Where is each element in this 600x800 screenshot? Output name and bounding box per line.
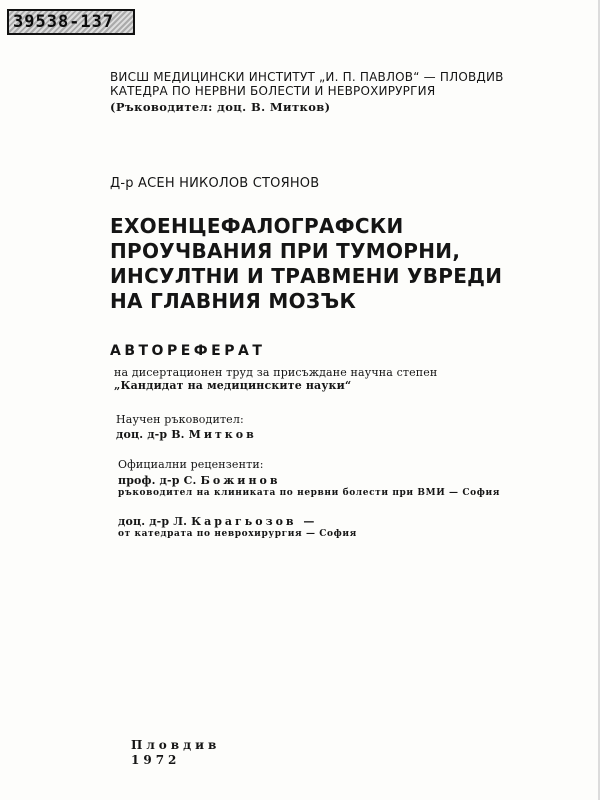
purpose-line-1: на дисертационен труд за присъждане научна степен — [114, 366, 438, 379]
stamp-number: 39538-137 — [13, 12, 115, 32]
purpose-line-2: „Кандидат на медицинските науки“ — [114, 379, 352, 392]
department-head: (Ръководител: доц. В. Митков) — [110, 100, 331, 114]
author-name: Д-р АСЕН НИКОЛОВ СТОЯНОВ — [110, 176, 320, 191]
document-title — [110, 214, 502, 314]
department-name: КАТЕДРА ПО НЕРВНИ БОЛЕСТИ И НЕВРОХИРУРГИЯ — [110, 84, 436, 98]
reviewer-1-affiliation: ръководител на клиниката по нервни болести при ВМИ — София — [118, 488, 500, 498]
reviewer-1-line — [118, 474, 281, 487]
supervisor-label: Научен ръководител: — [116, 413, 244, 426]
title-line-3: ИНСУЛТНИ И ТРАВМЕНИ УВРЕДИ — [110, 264, 503, 288]
supervisor-line — [116, 428, 257, 441]
reviewer-2-affiliation: от катедрата по неврохирургия — София — [118, 529, 357, 539]
supervisor-surname: Митков — [188, 428, 257, 441]
reviewer-1-surname: Божинов — [200, 474, 281, 487]
reviewer-2-surname: Карагьозов — — [191, 515, 318, 528]
document-type: АВТОРЕФЕРАТ — [110, 343, 266, 359]
reviewer-2-title: доц. д-р Л. — [118, 515, 188, 528]
reviewer-2-line — [118, 515, 317, 528]
title-line-1: ЕХОЕНЦЕФАЛОГРАФСКИ — [110, 214, 404, 238]
publication-city: Пловдив — [131, 738, 221, 752]
publication-year: 1972 — [131, 753, 181, 767]
title-line-2: ПРОУЧВАНИЯ ПРИ ТУМОРНИ, — [110, 239, 461, 263]
supervisor-title: доц. д-р В. — [116, 428, 185, 441]
institution-name: ВИСШ МЕДИЦИНСКИ ИНСТИТУТ „И. П. ПАВЛОВ“ — ПЛОВДИВ — [110, 70, 504, 84]
title-line-4: НА ГЛАВНИЯ МОЗЪК — [110, 289, 357, 313]
library-stamp — [7, 9, 135, 35]
reviewer-1-title: проф. д-р С. — [118, 474, 197, 487]
reviewers-label: Официални рецензенти: — [118, 458, 264, 471]
